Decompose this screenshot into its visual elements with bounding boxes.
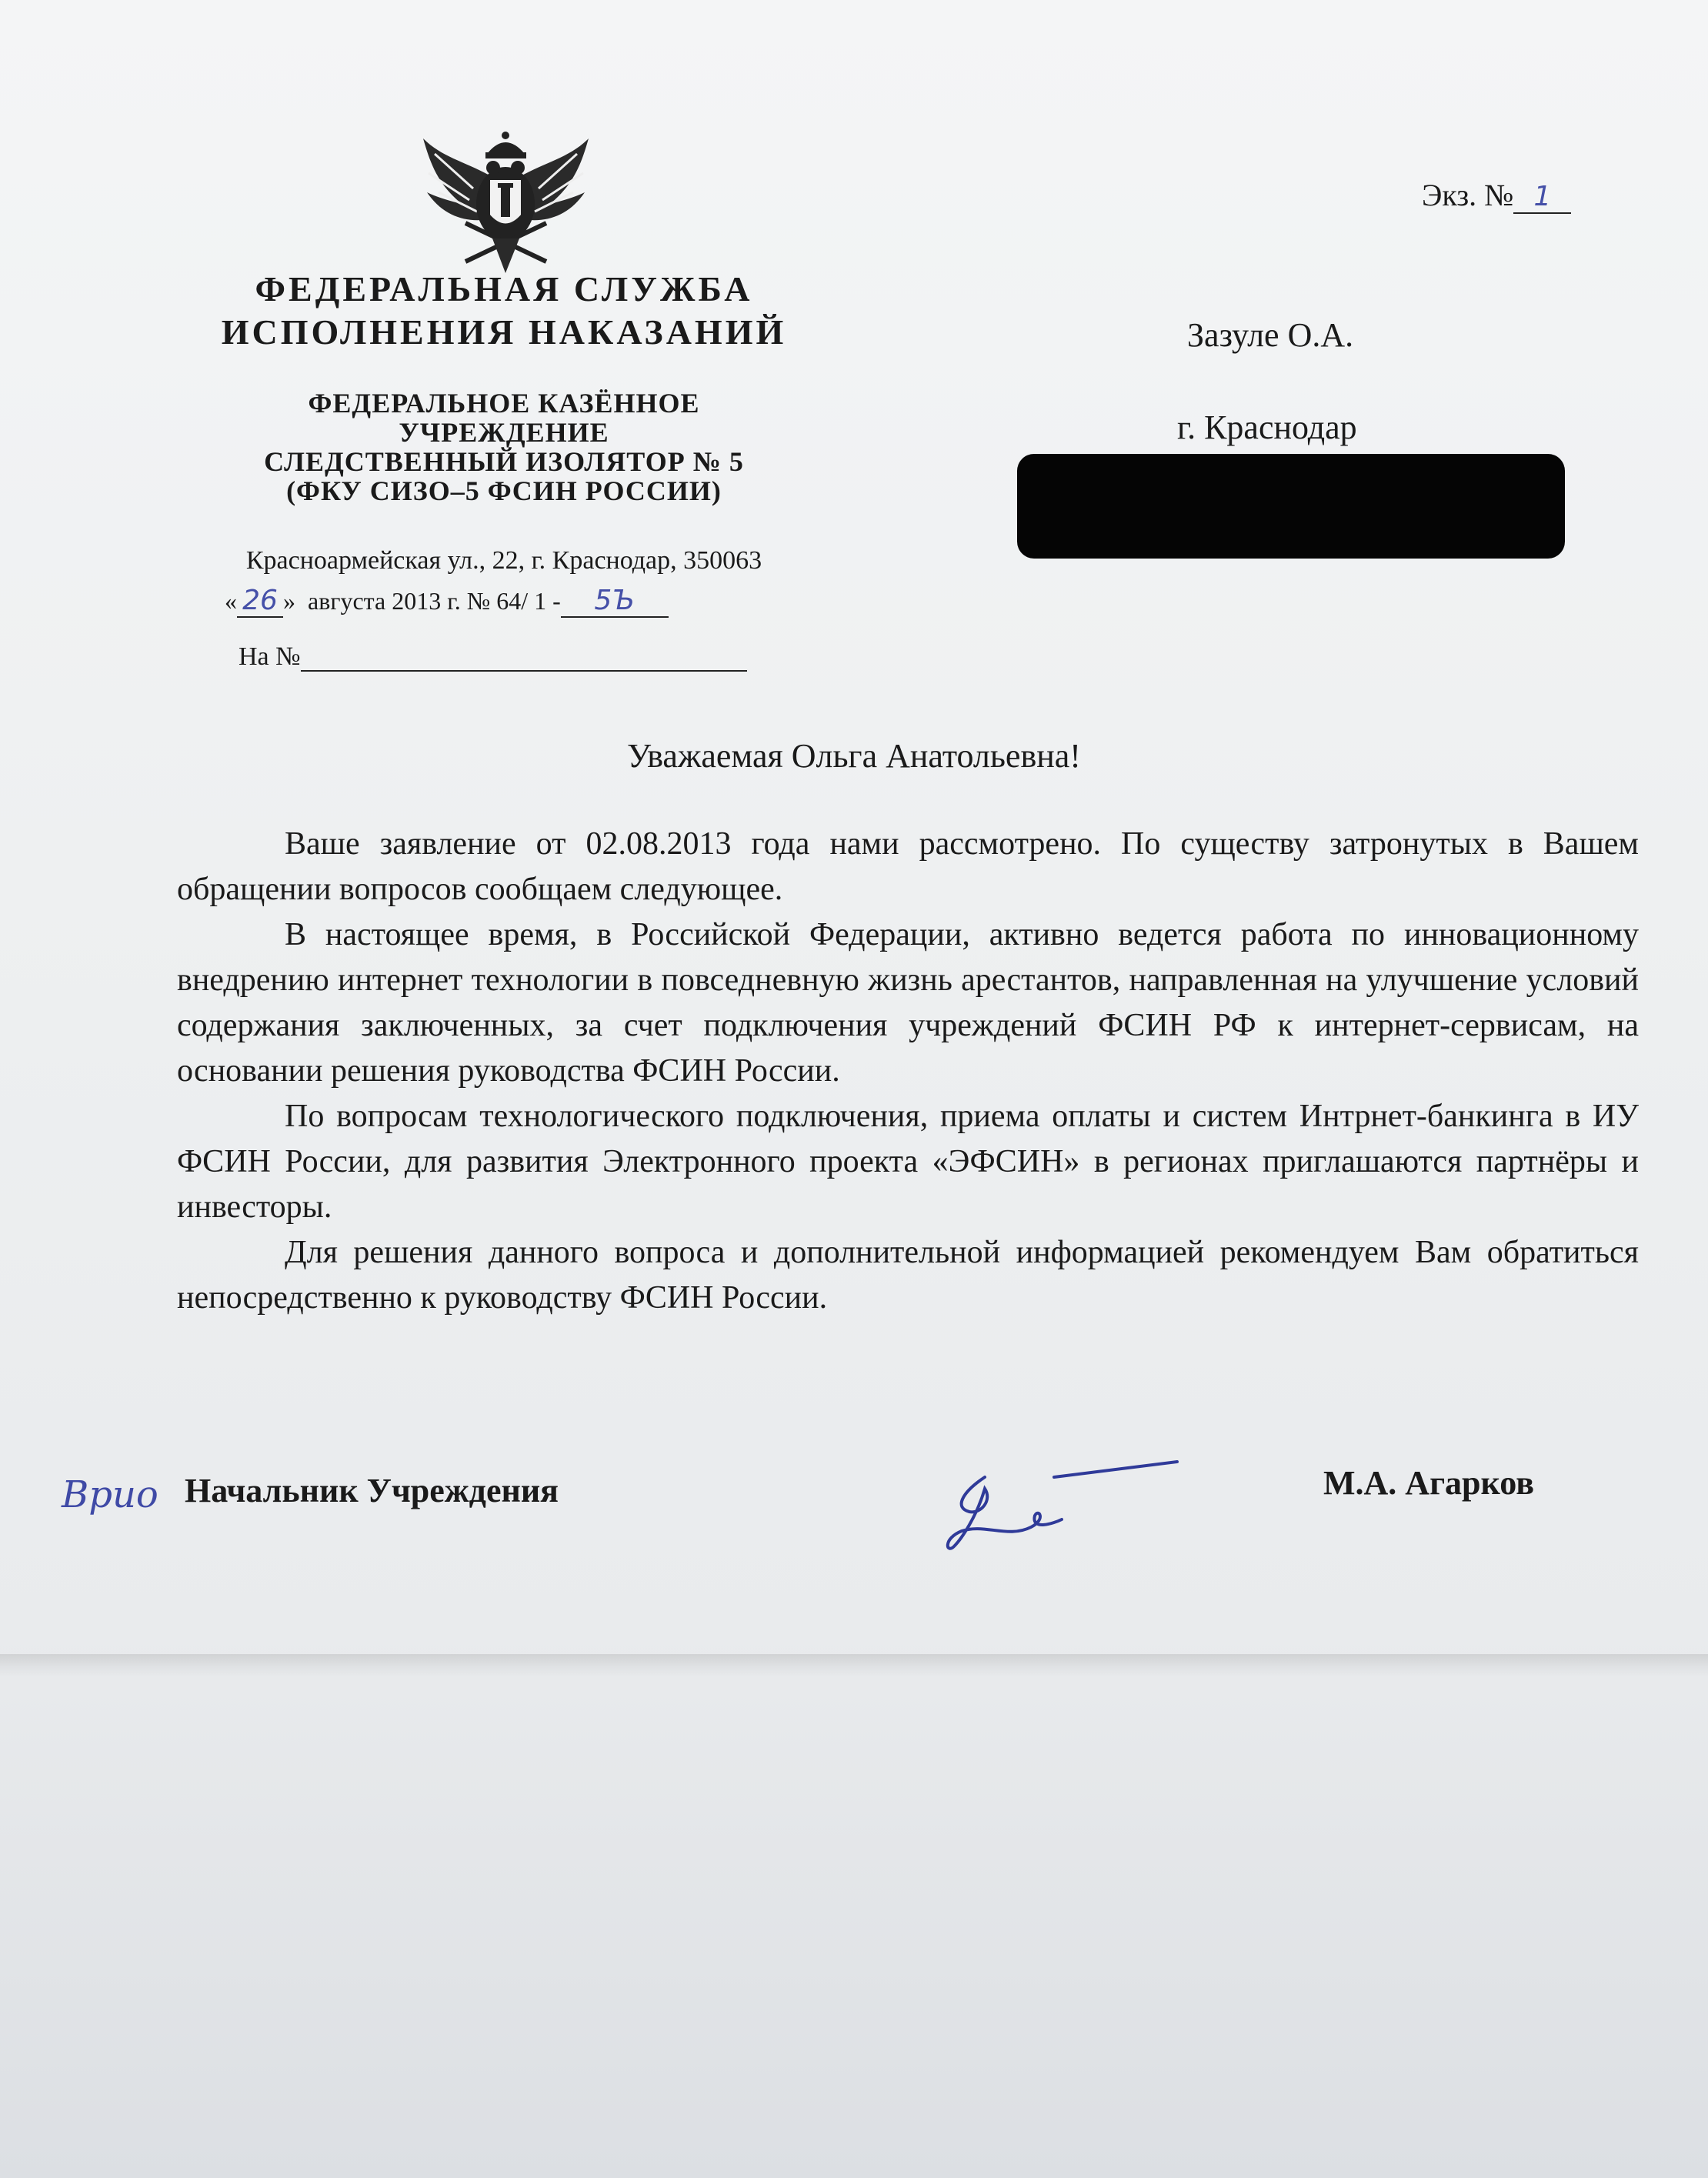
recipient-city: г. Краснодар <box>1177 409 1357 446</box>
date-close-quote: » <box>283 587 295 615</box>
signatory-name: М.А. Агарков <box>1323 1464 1534 1502</box>
institution-line4: (ФКУ СИЗО–5 ФСИН РОССИИ) <box>286 475 722 506</box>
outgoing-number: 5Ъ <box>561 585 669 618</box>
greeting: Уважаемая Ольга Анатольевна! <box>627 737 1081 775</box>
body-paragraph: По вопросам технологического подключения, приема оплаты и систем Интрнет-банкинга в ИУ ФСИН России, для развития Электронного проекта «ЭФСИН» в регионах приглашаются партнёры и инвесторы. <box>177 1099 1639 1225</box>
reference-blank <box>301 644 747 672</box>
date-rest: августа 2013 г. № 64/ 1 - <box>308 587 561 615</box>
institution-line2: УЧРЕЖДЕНИЕ <box>399 417 609 448</box>
reference-label: На № <box>239 642 301 671</box>
body-paragraph: Ваше заявление от 02.08.2013 года нами рассмотрено. По существу затронутых в Вашем обращении вопросов сообщаем следующее. <box>177 826 1639 907</box>
body-paragraph: В настоящее время, в Российской Федерации, активно ведется работа по инновационному внедрению интернет технологии в повседневную жизнь арестантов, направленная на улучшение условий содержания заключенных, за счет подключения учреждений ФСИН РФ к интернет-сервисам, на основании решения руководства ФСИН России. <box>177 917 1639 1089</box>
copy-value: 1 <box>1513 181 1571 214</box>
acting-prefix-handwritten: Врио <box>62 1473 158 1516</box>
handwritten-signature-icon <box>939 1446 1193 1562</box>
date-line <box>225 585 669 618</box>
copy-label: Экз. № <box>1422 178 1514 212</box>
recipient-name: Зазуле О.А. <box>1187 316 1354 354</box>
redaction-block <box>1017 454 1565 559</box>
reference-line <box>239 642 747 672</box>
body-paragraph: Для решения данного вопроса и дополнительной информацией рекомендуем Вам обратиться непосредственно к руководству ФСИН России. <box>177 1235 1639 1316</box>
institution-line3: СЛЕДСТВЕННЫЙ ИЗОЛЯТОР № 5 <box>264 446 744 477</box>
letter-body <box>177 822 1639 1321</box>
fsin-emblem-icon <box>419 131 592 277</box>
date-day: 26 <box>237 585 283 618</box>
date-open-quote: « <box>225 587 237 615</box>
paper-fold <box>0 1654 1708 1677</box>
institution-line1: ФЕДЕРАЛЬНОЕ КАЗЁННОЕ <box>308 388 700 419</box>
service-name <box>185 268 823 354</box>
copy-number <box>1422 177 1571 214</box>
institution-address: Красноармейская ул., 22, г. Краснодар, 350063 <box>245 546 762 575</box>
service-name-line1: ФЕДЕРАЛЬНАЯ СЛУЖБА <box>255 269 753 309</box>
signatory-title: Начальник Учреждения <box>185 1472 559 1509</box>
institution-name <box>185 389 823 505</box>
service-name-line2: ИСПОЛНЕНИЯ НАКАЗАНИЙ <box>221 312 787 352</box>
